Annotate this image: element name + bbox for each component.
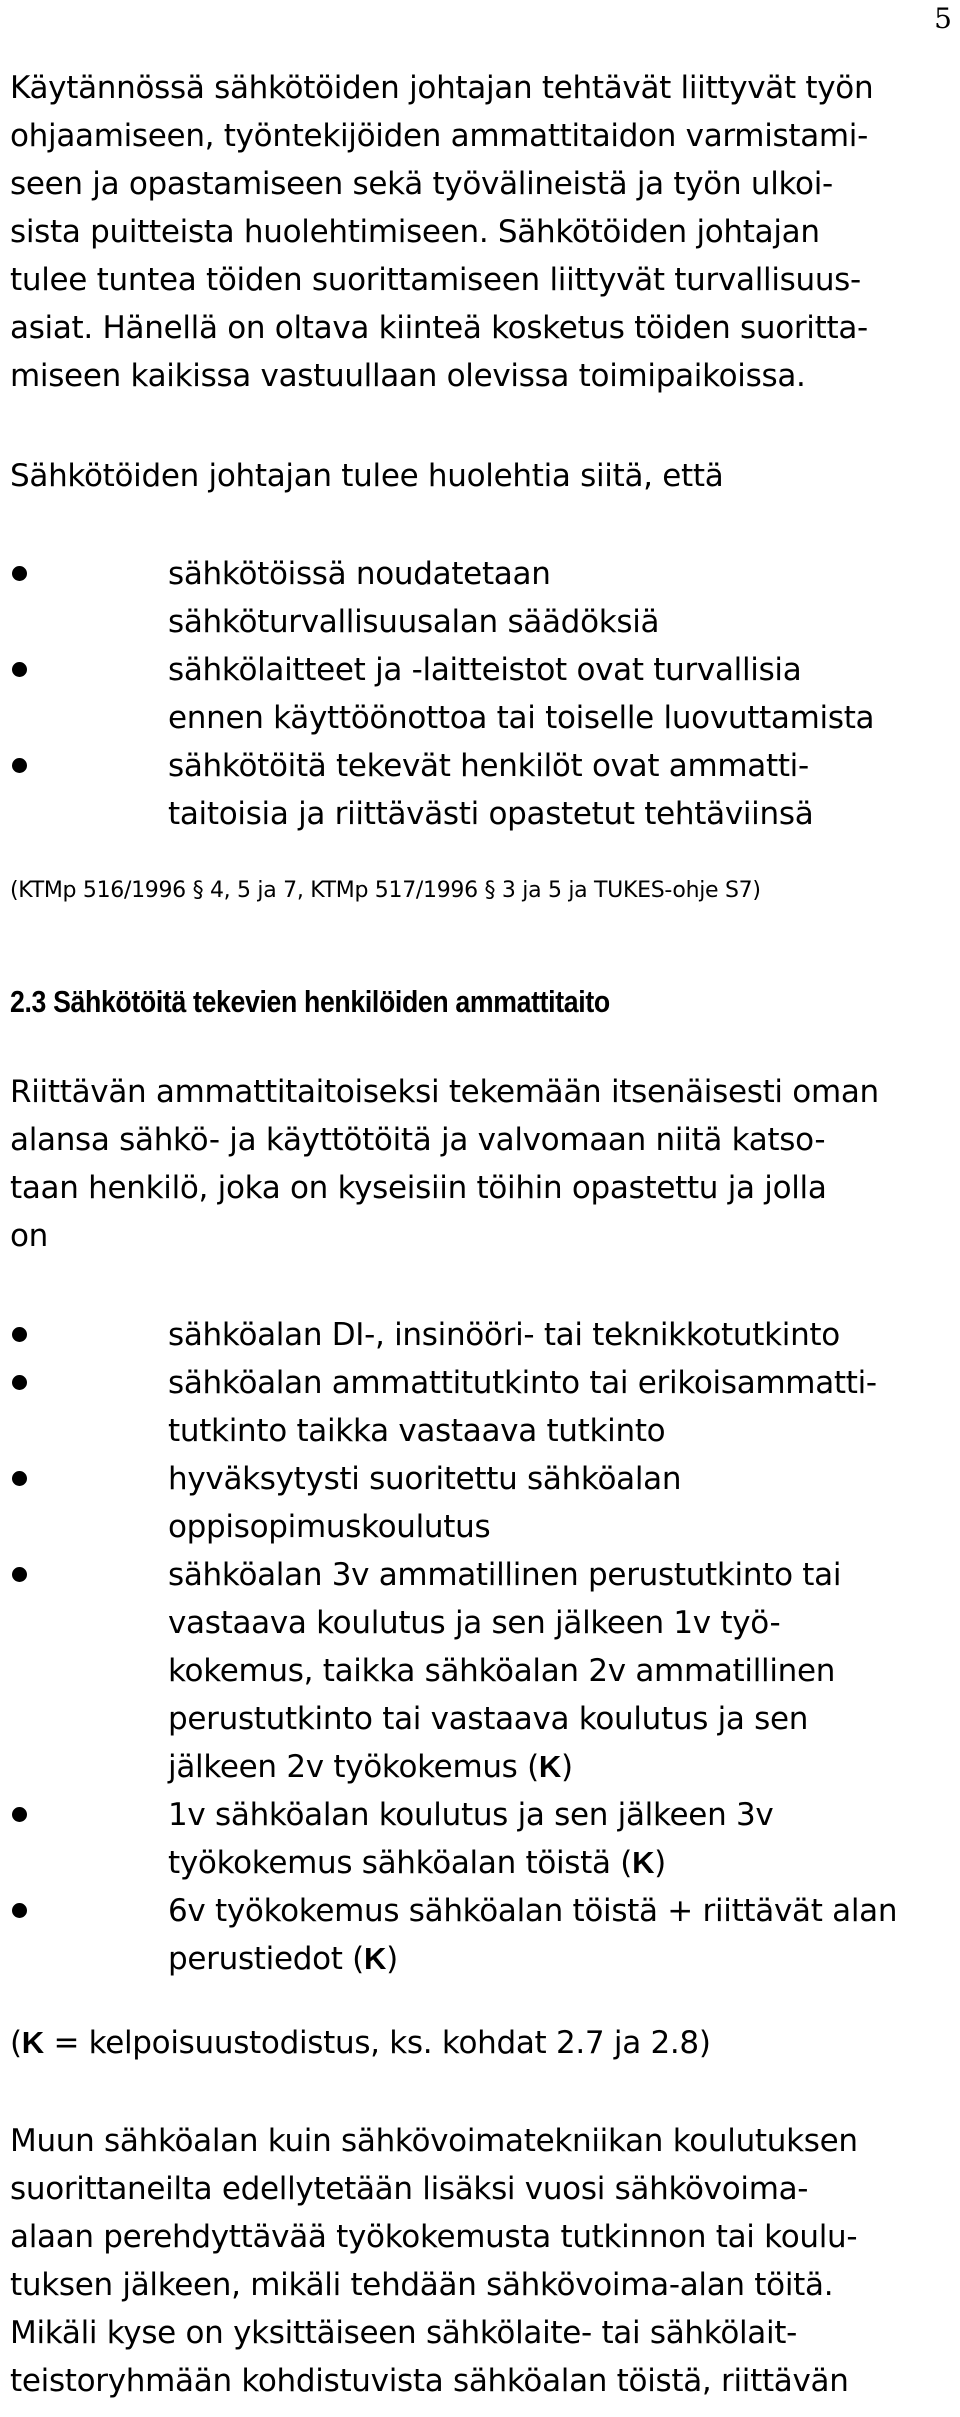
duties-intro-text: Sähkötöiden johtajan tulee huolehtia siitä, että — [10, 458, 724, 494]
bullet-icon — [12, 1903, 27, 1918]
list-item-line: ennen käyttöönottoa tai toiselle luovuttamista — [168, 700, 875, 736]
list-item-line: sähkötöissä noudatetaan — [168, 556, 551, 592]
duties-intro — [10, 452, 950, 500]
k-mark: K — [632, 1845, 655, 1880]
k-mark: K — [363, 1941, 387, 1976]
list-item — [10, 1791, 950, 1887]
paragraph-line: Käytännössä sähkötöiden johtajan tehtävät liittyvät työn — [10, 70, 874, 106]
list-item-line: perustutkinto tai vastaava koulutus ja sen — [168, 1701, 809, 1737]
list-item-line: sähkölaitteet ja -laitteistot ovat turvallisia — [168, 652, 802, 688]
k-legend-open: ( — [10, 2025, 22, 2061]
list-item — [10, 646, 950, 742]
paragraph-line: sista puitteista huolehtimiseen. Sähkötöiden johtajan — [10, 214, 820, 250]
k-legend-text: = kelpoisuustodistus, ks. kohdat 2.7 ja 2.8) — [43, 2025, 711, 2061]
paragraph-line: seen ja opastamiseen sekä työvälineistä ja työn ulkoi- — [10, 166, 833, 202]
bullet-icon — [12, 1807, 27, 1822]
list-item-line: 6v työkokemus sähköalan töistä + riittävät alan — [168, 1893, 898, 1929]
k-legend-line — [10, 2019, 950, 2067]
bullet-icon — [12, 1567, 27, 1582]
list-item-text: jälkeen 2v työkokemus ( — [168, 1749, 539, 1785]
list-item-line: kokemus, taikka sähköalan 2v ammatillinen — [168, 1653, 836, 1689]
list-item — [10, 550, 950, 646]
qualifications-list — [10, 1311, 950, 1983]
page-number: 5 — [934, 2, 952, 35]
closing-paragraph — [10, 2117, 950, 2405]
bullet-icon — [12, 1471, 27, 1486]
list-item-line: oppisopimuskoulutus — [168, 1509, 491, 1545]
bullet-icon — [12, 566, 27, 581]
k-mark-close: ) — [386, 1941, 398, 1977]
list-item-line: tutkinto taikka vastaava tutkinto — [168, 1413, 666, 1449]
paragraph-line: miseen kaikissa vastuullaan olevissa toimipaikoissa. — [10, 358, 806, 394]
list-item-line — [168, 1935, 950, 1983]
reference-note: (KTMp 516/1996 § 4, 5 ja 7, KTMp 517/1996 § 3 ja 5 ja TUKES-ohje S7) — [10, 878, 761, 903]
paragraph-line: asiat. Hänellä on oltava kiinteä kosketus töiden suoritta- — [10, 310, 868, 346]
list-item-line — [168, 1839, 950, 1887]
duties-list — [10, 550, 950, 838]
list-item — [10, 742, 950, 838]
list-item-line: 1v sähköalan koulutus ja sen jälkeen 3v — [168, 1797, 774, 1833]
list-item — [10, 1887, 950, 1983]
k-mark-close: ) — [654, 1845, 666, 1881]
list-item-line: sähköalan ammattitutkinto tai erikoisammatti- — [168, 1365, 877, 1401]
competence-paragraph — [10, 1068, 950, 1260]
bullet-icon — [12, 1375, 27, 1390]
list-item-text: perustiedot ( — [168, 1941, 364, 1977]
list-item-line: sähkötöitä tekevät henkilöt ovat ammatti- — [168, 748, 809, 784]
k-mark: K — [538, 1749, 561, 1784]
k-mark-close: ) — [560, 1749, 573, 1785]
paragraph-line: tuksen jälkeen, mikäli tehdään sähkövoima-alan töitä. — [10, 2267, 834, 2303]
list-item — [10, 1359, 950, 1455]
list-item-line: sähköalan 3v ammatillinen perustutkinto tai — [168, 1557, 842, 1593]
list-item-line: sähköalan DI-, insinööri- tai teknikkotutkinto — [168, 1317, 840, 1353]
list-item-line: vastaava koulutus ja sen jälkeen 1v työ- — [168, 1605, 781, 1641]
bullet-icon — [12, 662, 27, 677]
intro-paragraph — [10, 64, 950, 400]
paragraph-line: taan henkilö, joka on kyseisiin töihin opastettu ja jolla — [10, 1170, 827, 1206]
list-item — [10, 1551, 950, 1791]
bullet-icon — [12, 758, 27, 773]
paragraph-line: Muun sähköalan kuin sähkövoimatekniikan koulutuksen — [10, 2123, 858, 2159]
paragraph-line: alaan perehdyttävää työkokemusta tutkinnon tai koulu- — [10, 2219, 858, 2255]
list-item — [10, 1311, 950, 1359]
list-item-text: työkokemus sähköalan töistä ( — [168, 1845, 633, 1881]
bullet-icon — [12, 1327, 27, 1342]
paragraph-line: Riittävän ammattitaitoiseksi tekemään itsenäisesti oman — [10, 1074, 879, 1110]
list-item-line: sähköturvallisuusalan säädöksiä — [168, 604, 660, 640]
section-heading: 2.3 Sähkötöitä tekevien henkilöiden ammattitaito — [10, 984, 610, 1019]
k-legend — [10, 2019, 950, 2067]
paragraph-line: tulee tuntea töiden suorittamiseen liittyvät turvallisuus- — [10, 262, 861, 298]
paragraph-line: suorittaneilta edellytetään lisäksi vuosi sähkövoima- — [10, 2171, 809, 2207]
k-mark: K — [21, 2025, 44, 2060]
paragraph-line: teistoryhmään kohdistuvista sähköalan töistä, riittävän — [10, 2363, 849, 2399]
paragraph-line: alansa sähkö- ja käyttötöitä ja valvomaan niitä katso- — [10, 1122, 826, 1158]
list-item-line — [168, 1743, 950, 1791]
list-item — [10, 1455, 950, 1551]
paragraph-line: ohjaamiseen, työntekijöiden ammattitaidon varmistami- — [10, 118, 869, 154]
paragraph-line: Mikäli kyse on yksittäiseen sähkölaite- tai sähkölait- — [10, 2315, 798, 2351]
list-item-line: hyväksytysti suoritettu sähköalan — [168, 1461, 682, 1497]
list-item-line: taitoisia ja riittävästi opastetut tehtäviinsä — [168, 796, 814, 832]
paragraph-line: on — [10, 1218, 49, 1254]
